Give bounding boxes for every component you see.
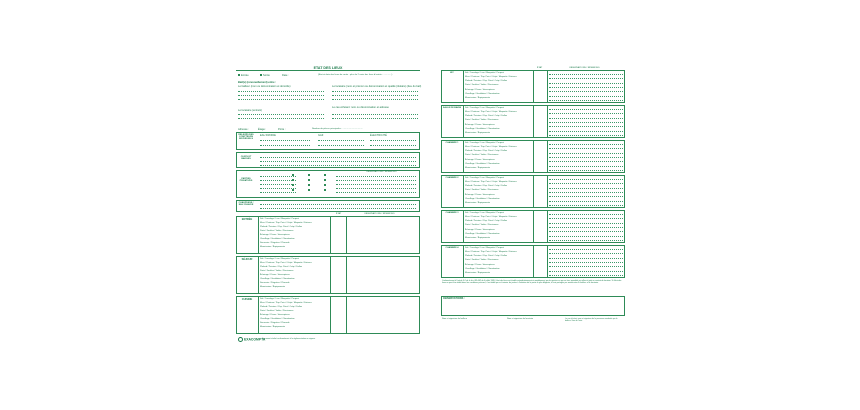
room-item: Éclairage / Prises / Interrupteurs: [465, 263, 495, 266]
field-line[interactable]: [238, 118, 324, 119]
observation-line[interactable]: [549, 240, 623, 241]
field-line[interactable]: [260, 140, 310, 141]
parties-title: PARTIES PRIVATIVES: [239, 178, 253, 182]
nature-label: Nombre de pièces principales : .................................: [312, 128, 363, 130]
checkbox[interactable]: [292, 189, 294, 191]
observation-line[interactable]: [549, 236, 623, 237]
room-item: Plafond / Peinture / Pap. Peint / Crépi / Dalles: [465, 185, 508, 188]
observation-line[interactable]: [549, 74, 623, 75]
observations-box[interactable]: [441, 296, 625, 316]
checkbox[interactable]: [324, 184, 326, 186]
room-item: Menuiseries / Équipements: [260, 246, 286, 248]
room-item: Éclairage / Prises / Interrupteurs: [465, 123, 495, 126]
room-item: Éclairage / Prises / Interrupteurs: [465, 158, 495, 161]
field-line[interactable]: [238, 95, 324, 96]
room-item: Sol / Carrelage / Lino / Moquette / Parquet: [465, 211, 504, 214]
observation-line[interactable]: [549, 214, 623, 215]
column-divider: [533, 210, 534, 243]
room-item: Murs / Peinture / Pap. Peint / Crépi / Moquette / Faïence: [260, 262, 312, 264]
footer-note: Document réalisé conformément à la réglementation en vigueur: [262, 337, 316, 340]
observation-line[interactable]: [549, 170, 623, 171]
room-name: SALLE DE BAINS: [442, 107, 462, 109]
room-item: Porte / Fenêtre / Volets / Persiennes: [465, 84, 499, 87]
room-entree: ENTRÉE: [241, 218, 253, 221]
room-item: Éclairage / Prises / Interrupteurs: [465, 228, 495, 231]
clefs-title: CLEFS ET BADGES: [240, 156, 252, 160]
signature-note: Le cas échéant, nom et signature de la personne mandatée par le bailleur / lieu de l'acte: [565, 318, 618, 323]
observation-line[interactable]: [549, 83, 623, 84]
equip-box: [236, 200, 420, 212]
column-divider: [533, 140, 534, 173]
room-item: Murs / Peinture / Pap. Peint / Crépi / Moquette / Faïence: [465, 75, 517, 78]
column-divider: [330, 216, 331, 254]
column-divider: [547, 70, 548, 103]
room-item: Plafond / Peinture / Pap. Peint / Crépi / Dalles: [465, 80, 508, 83]
porte-label: Porte :: [278, 128, 286, 131]
room-item: Serrurerie / Poignées / Placards: [260, 282, 290, 284]
field-line[interactable]: [260, 188, 296, 189]
room-item: Murs / Peinture / Pap. Peint / Crépi / Moquette / Faïence: [465, 180, 517, 183]
checkbox[interactable]: [308, 174, 310, 176]
mandataire-label: Le cas échéant: nom ou dénomination et adresse: [332, 106, 389, 109]
observation-line[interactable]: [549, 131, 623, 132]
column-divider: [463, 140, 464, 173]
column-divider: [330, 296, 331, 334]
column-divider: [463, 245, 464, 278]
observation-line[interactable]: [549, 122, 623, 123]
field-line[interactable]: [336, 180, 416, 181]
observation-line[interactable]: [549, 100, 623, 101]
room-item: Chauffage / Ventilation / Climatisation: [260, 278, 295, 280]
room-item: Éclairage / Prises / Interrupteurs: [260, 274, 290, 276]
observation-line[interactable]: [549, 192, 623, 193]
bail-label: Bail(s) (renouvellement) entre :: [238, 81, 277, 84]
observation-line[interactable]: [549, 96, 623, 97]
room-item: Porte / Fenêtre / Volets / Persiennes: [465, 189, 499, 192]
room-item: Plafond / Peinture / Pap. Peint / Crépi / Dalles: [260, 266, 303, 268]
observation-line[interactable]: [549, 231, 623, 232]
column-divider: [258, 296, 259, 334]
room-item: Murs / Peinture / Pap. Peint / Crépi / Moquette / Faïence: [465, 145, 517, 148]
room-cuisine: CUISINE: [241, 298, 253, 301]
observation-line[interactable]: [549, 179, 623, 180]
observation-line[interactable]: [549, 188, 623, 189]
field-line[interactable]: [332, 91, 418, 92]
field-line[interactable]: [260, 204, 416, 205]
field-line[interactable]: [318, 145, 364, 146]
observation-line[interactable]: [549, 262, 623, 263]
room-item: Murs / Peinture / Pap. Peint / Crépi / Moquette / Faïence: [260, 222, 312, 224]
observation-line[interactable]: [549, 87, 623, 88]
column-divider: [547, 105, 548, 138]
room-item: Chauffage / Ventilation / Climatisation: [465, 233, 500, 235]
column-divider: [346, 296, 347, 334]
bailleur-label: Le bailleur (nom ou dénomination et domicile): [238, 85, 291, 88]
field-line[interactable]: [336, 184, 416, 185]
field-line[interactable]: [336, 188, 416, 189]
releves-title: RELEVÉS DES COMPTEURS INDIVIDUELS: [238, 134, 254, 140]
column-divider: [533, 175, 534, 208]
etat-header: ÉTAT: [537, 67, 543, 69]
chauffage-title: CHAUFFAGE / EAU CHAUDE: [238, 202, 254, 206]
observation-line[interactable]: [549, 258, 623, 259]
column-divider: [463, 210, 464, 243]
room-item: Chauffage / Ventilation / Climatisation: [260, 318, 295, 320]
field-line[interactable]: [260, 165, 416, 166]
observation-line[interactable]: [549, 113, 623, 114]
field-line[interactable]: [260, 180, 296, 181]
room-item: Murs / Peinture / Pap. Peint / Crépi / Moquette / Faïence: [260, 302, 312, 304]
room-item: Menuiseries / Équipements: [465, 202, 491, 205]
room-name: CHAMBRE 2: [445, 177, 459, 179]
observation-line[interactable]: [549, 109, 623, 110]
column-divider: [533, 70, 534, 103]
observation-line[interactable]: [549, 157, 623, 158]
observation-line[interactable]: [549, 183, 623, 184]
room-item: Porte / Fenêtre / Volets / Persiennes: [465, 224, 499, 227]
obs-header: OBSERVATIONS / RÉSERVES: [366, 171, 397, 173]
field-line[interactable]: [260, 208, 416, 209]
room-item: Menuiseries / Équipements: [465, 237, 491, 240]
column-divider: [533, 245, 534, 278]
column-divider: [463, 70, 464, 103]
field-line[interactable]: [238, 91, 324, 92]
field-line[interactable]: [260, 145, 310, 146]
room-item: Sol / Carrelage / Lino / Moquette / Parquet: [260, 258, 299, 260]
field-line[interactable]: [238, 99, 324, 100]
observation-line[interactable]: [549, 91, 623, 92]
room-item: Sol / Carrelage / Lino / Moquette / Parquet: [260, 298, 299, 300]
observation-line[interactable]: [549, 201, 623, 202]
room-item: Porte / Fenêtre / Volets / Persiennes: [260, 270, 294, 272]
field-line[interactable]: [370, 140, 416, 141]
column-divider: [258, 216, 259, 254]
checkbox[interactable]: [324, 174, 326, 176]
field-line[interactable]: [336, 192, 416, 193]
column-divider: [547, 245, 548, 278]
field-line[interactable]: [332, 114, 418, 115]
eau-label: EAU FROIDE: [260, 134, 276, 137]
etage-label: Étage :: [258, 128, 267, 131]
room-item: Plafond / Peinture / Pap. Peint / Crépi / Dalles: [260, 226, 303, 228]
header-note: (Etat et date des lieux de sortie : plus de 2 mois des lieux d'entrée : ............ ).: [318, 74, 393, 76]
observation-line[interactable]: [549, 249, 623, 250]
column-divider: [547, 140, 548, 173]
room-item: Sol / Carrelage / Lino / Moquette / Parquet: [465, 246, 504, 249]
room-name: CHAMBRE 4: [445, 247, 459, 249]
gaz-label: GAZ: [318, 134, 324, 137]
field-line[interactable]: [332, 99, 418, 100]
signature-locataire: Nom et signature du locataire: [507, 318, 534, 320]
room-item: Porte / Fenêtre / Volets / Persiennes: [260, 310, 294, 312]
room-item: Serrurerie / Poignées / Placards: [260, 322, 290, 324]
locataire2-label: Le locataire (entrant): [238, 109, 262, 112]
field-line[interactable]: [336, 176, 416, 177]
room-item: Sol / Carrelage / Lino / Moquette / Parquet: [465, 141, 504, 144]
field-line[interactable]: [318, 140, 364, 141]
checkbox[interactable]: [308, 184, 310, 186]
column-divider: [463, 175, 464, 208]
date-label: Date :: [282, 74, 289, 77]
legal-text: Conformément à l'article 3-2 de la loi n°89-462 du 6 juillet 1989, l'état des lieux est établi contradictoirement et amiablement par les parties ou par un tiers mandaté par elles et joint au contrat de location. Si l'état des lieux ne peut être établi dans les conditions prévues, il est établi par un huissier de justice à l'initiative de la partie la plus diligente, à frais partagés par moitié entre le bailleur et le locataire.: [442, 280, 622, 285]
room-item: Chauffage / Ventilation / Climatisation: [465, 268, 500, 270]
room-item: Chauffage / Ventilation / Climatisation: [465, 198, 500, 200]
room-item: Menuiseries / Équipements: [465, 97, 491, 100]
room-item: Chauffage / Ventilation / Climatisation: [260, 238, 295, 240]
observation-line[interactable]: [549, 253, 623, 254]
observation-line[interactable]: [549, 166, 623, 167]
field-line[interactable]: [332, 118, 418, 119]
column-divider: [533, 105, 534, 138]
etat-header: ÉTAT: [336, 213, 342, 215]
room-item: Éclairage / Prises / Interrupteurs: [465, 193, 495, 196]
room-item: Serrurerie / Poignées / Placards: [260, 242, 290, 244]
right-page: [441, 66, 625, 324]
observation-line[interactable]: [549, 271, 623, 272]
left-page: [236, 66, 420, 342]
column-divider: [346, 256, 347, 294]
room-item: Menuiseries / Équipements: [465, 167, 491, 170]
obs-header: OBSERVATIONS / RÉSERVES: [569, 67, 600, 69]
room-item: Porte / Fenêtre / Volets / Persiennes: [260, 230, 294, 232]
checkbox[interactable]: [308, 189, 310, 191]
column-divider: [463, 105, 464, 138]
observation-line[interactable]: [549, 275, 623, 276]
column-divider: [547, 175, 548, 208]
room-item: Sol / Carrelage / Lino / Moquette / Parquet: [465, 71, 504, 74]
adresse-label: Adresse :: [238, 128, 249, 131]
observation-line[interactable]: [549, 218, 623, 219]
room-item: Éclairage / Prises / Interrupteurs: [465, 88, 495, 91]
room-item: Éclairage / Prises / Interrupteurs: [260, 234, 290, 236]
room-item: Menuiseries / Équipements: [465, 272, 491, 275]
room-item: Murs / Peinture / Pap. Peint / Crépi / Moquette / Faïence: [465, 110, 517, 113]
room-item: Chauffage / Ventilation / Climatisation: [465, 128, 500, 130]
room-item: Plafond / Peinture / Pap. Peint / Crépi / Dalles: [465, 115, 508, 118]
checkbox[interactable]: [308, 179, 310, 181]
divider: [236, 70, 420, 71]
field-line[interactable]: [260, 192, 296, 193]
field-line[interactable]: [260, 176, 296, 177]
room-item: Menuiseries / Équipements: [260, 326, 286, 328]
checkbox[interactable]: [292, 174, 294, 176]
room-item: Plafond / Peinture / Pap. Peint / Crépi / Dalles: [465, 220, 508, 223]
room-item: Sol / Carrelage / Lino / Moquette / Parquet: [260, 218, 299, 220]
observation-line[interactable]: [549, 196, 623, 197]
entree-label: Entrée: [241, 74, 249, 77]
room-name: CHAMBRE 3: [445, 212, 459, 214]
room-item: Plafond / Peinture / Pap. Peint / Crépi / Dalles: [465, 255, 508, 258]
room-item: Murs / Peinture / Pap. Peint / Crépi / Moquette / Faïence: [465, 250, 517, 253]
field-line[interactable]: [332, 95, 418, 96]
room-item: Porte / Fenêtre / Volets / Persiennes: [465, 119, 499, 122]
column-divider: [330, 256, 331, 294]
checkbox[interactable]: [292, 179, 294, 181]
room-name: WC: [450, 72, 454, 74]
observation-line[interactable]: [549, 126, 623, 127]
observation-line[interactable]: [549, 205, 623, 206]
checkbox[interactable]: [324, 179, 326, 181]
logo-icon: [238, 337, 243, 342]
room-sejour: SÉJOUR: [241, 258, 253, 261]
room-item: Menuiseries / Équipements: [465, 132, 491, 135]
field-line[interactable]: [260, 157, 416, 158]
observations-title: OBSERVATIONS :: [443, 297, 465, 300]
field-line[interactable]: [260, 184, 296, 185]
room-name: CHAMBRE 1: [445, 142, 459, 144]
signature-bailleur: Nom et signature du bailleur: [442, 318, 468, 320]
observation-line[interactable]: [549, 135, 623, 136]
room-item: Sol / Carrelage / Lino / Moquette / Parquet: [465, 176, 504, 179]
room-item: Chauffage / Ventilation / Climatisation: [465, 93, 500, 95]
obs-header-2: OBSERVATIONS / RÉSERVES: [364, 213, 395, 215]
page-title: ETAT DES LIEUX: [313, 66, 343, 70]
observation-line[interactable]: [549, 144, 623, 145]
locataire-label: Le locataire (nom et prénom ou dénomination et qualité (titulaire) (lieu du bail): [332, 85, 422, 88]
observation-line[interactable]: [549, 161, 623, 162]
room-item: Porte / Fenêtre / Volets / Persiennes: [465, 259, 499, 262]
room-item: Sol / Carrelage / Lino / Moquette / Parquet: [465, 106, 504, 109]
observation-line[interactable]: [549, 223, 623, 224]
room-item: Porte / Fenêtre / Volets / Persiennes: [465, 154, 499, 157]
sortie-label: Sortie: [263, 74, 270, 77]
checkbox[interactable]: [324, 189, 326, 191]
observation-line[interactable]: [549, 78, 623, 79]
field-line[interactable]: [238, 114, 324, 115]
observation-line[interactable]: [549, 227, 623, 228]
column-divider: [547, 210, 548, 243]
room-item: Plafond / Peinture / Pap. Peint / Crépi / Dalles: [260, 306, 303, 308]
elec-label: ÉLECTRICITÉ: [370, 134, 387, 137]
observation-line[interactable]: [549, 148, 623, 149]
field-line[interactable]: [370, 145, 416, 146]
room-item: Éclairage / Prises / Interrupteurs: [260, 314, 290, 316]
room-item: Plafond / Peinture / Pap. Peint / Crépi / Dalles: [465, 150, 508, 153]
column-divider: [258, 256, 259, 294]
observation-line[interactable]: [549, 118, 623, 119]
observation-line[interactable]: [549, 153, 623, 154]
room-item: Chauffage / Ventilation / Climatisation: [465, 163, 500, 165]
room-item: Murs / Peinture / Pap. Peint / Crépi / Moquette / Faïence: [465, 215, 517, 218]
brand-name: EXACOMPTA: [243, 337, 266, 342]
room-item: Menuiseries / Équipements: [260, 286, 286, 288]
observation-line[interactable]: [549, 266, 623, 267]
checkbox[interactable]: [292, 184, 294, 186]
column-divider: [346, 216, 347, 254]
field-line[interactable]: [260, 161, 416, 162]
